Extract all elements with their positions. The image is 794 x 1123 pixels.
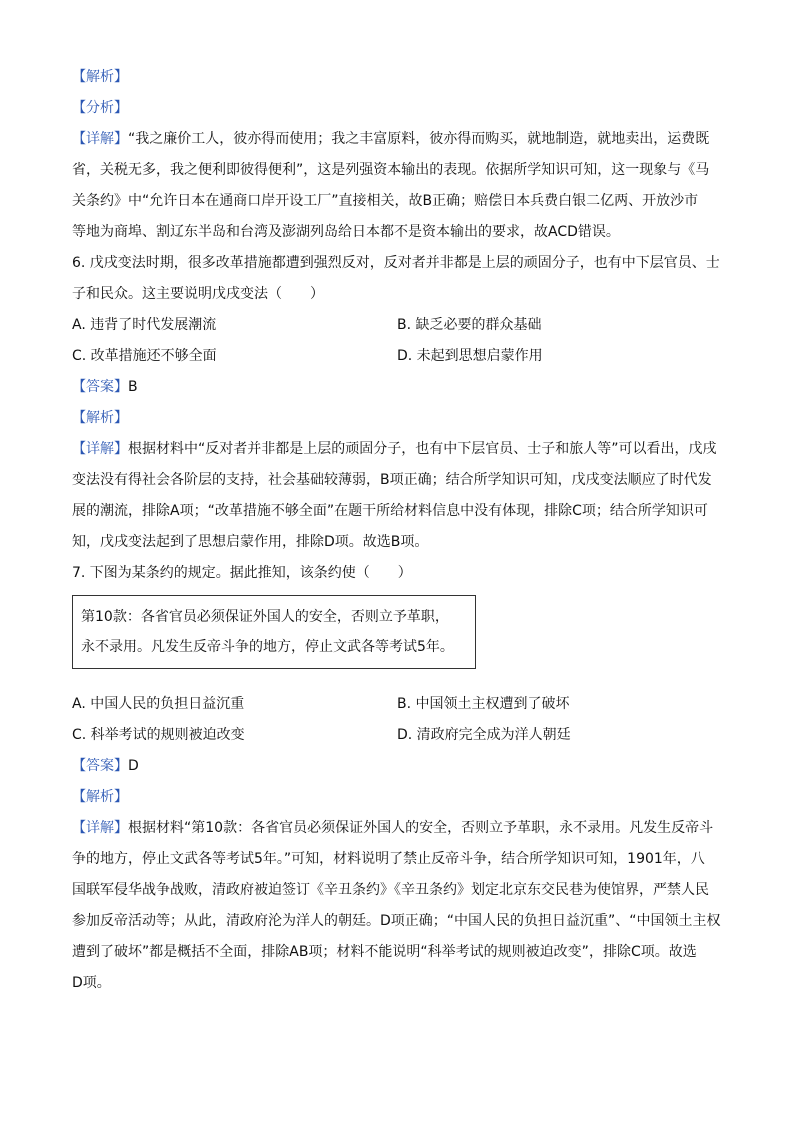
q7-detail-line: 遭到了破坏”都是概括不全面，排除AB项；材料不能说明“科举考试的规则被迫改变”，排除C项。故选 [72,944,697,960]
q7-option-d: D. 清政府完全成为洋人朝廷 [397,727,571,743]
q6-option-d: D. 未起到思想启蒙作用 [397,348,543,364]
q6-detail-line: 变法没有得社会各阶层的支持，社会基础较薄弱，B项正确；结合所学知识可知，戊戌变法顺应了时代发 [72,472,712,488]
q6-option-b: B. 缺乏必要的群众基础 [397,317,542,333]
q7-option-c: C. 科举考试的规则被迫改变 [72,727,245,743]
q7-option-a: A. 中国人民的负担日益沉重 [72,696,245,712]
q6-option-c: C. 改革措施还不够全面 [72,348,217,364]
q7-options-row [72,720,722,751]
q6-stem: 6. 戊戌变法时期，很多改革措施都遭到强烈反对，反对者并非都是上层的顽固分子，也有中下层官员、士 [72,255,720,271]
q5-detail-line: 【详解】“我之廉价工人，彼亦得而使用；我之丰富原料，彼亦得而购买，就地制造，就地卖出，运费既 [72,131,710,147]
q7-box-line: 永不录用。凡发生反帝斗争的地方，停止文武各等考试5年。 [81,639,454,655]
q6-answer: 【答案】B [72,379,138,395]
q5-fenxi-tag: 【分析】 [72,100,128,116]
q5-detail-line: 省，关税无多，我之便利即彼得便利”，这是列强资本输出的表现。依据所学知识可知，这一现象与《马 [72,162,710,178]
q7-answer: 【答案】D [72,758,139,774]
q5-analysis-tag: 【解析】 [72,69,128,85]
q7-box-line: 第10款：各省官员必须保证外国人的安全，否则立予革职， [81,609,449,625]
document-page [72,62,722,999]
q6-options-row [72,341,722,372]
q7-treaty-box [72,595,476,669]
q5-detail-line: 关条约》中“允许日本在通商口岸开设工厂”直接相关，故B正确；赔偿日本兵费白银二亿两、开放沙市 [72,193,699,209]
q7-detail-line: D项。 [72,975,111,991]
q6-stem: 子和民众。这主要说明戊戌变法（ ） [72,286,324,302]
q7-analysis-tag: 【解析】 [72,789,128,805]
q6-detail-line: 展的潮流，排除A项；“改革措施不够全面”在题干所给材料信息中没有体现，排除C项；结合所学知识可 [72,503,708,519]
q6-options-row [72,310,722,341]
q6-analysis-tag: 【解析】 [72,410,128,426]
q5-detail-line: 等地为商埠、割辽东半岛和台湾及澎湖列岛给日本都不是资本输出的要求，故ACD错误。 [72,224,620,240]
q7-option-b: B. 中国领土主权遭到了破坏 [397,696,570,712]
q7-stem: 7. 下图为某条约的规定。据此推知，该条约使（ ） [72,565,412,581]
q7-detail-line: 国联军侵华战争战败，清政府被迫签订《辛丑条约》《辛丑条约》划定北京东交民巷为使馆界，严禁人民 [72,882,709,898]
q6-option-a: A. 违背了时代发展潮流 [72,317,217,333]
q7-detail-line: 参加反帝活动等；从此，清政府沦为洋人的朝廷。D项正确；“中国人民的负担日益沉重”、“中国领土主权 [72,913,721,929]
q7-options-row [72,689,722,720]
q7-detail-line: 【详解】根据材料“第10款：各省官员必须保证外国人的安全，否则立予革职，永不录用。凡发生反帝斗 [72,820,714,836]
q6-detail-line: 知，戊戌变法起到了思想启蒙作用，排除D项。故选B项。 [72,534,429,550]
q6-detail-line: 【详解】根据材料中“反对者并非都是上层的顽固分子，也有中下层官员、士子和旅人等”可以看出，戊戌 [72,441,717,457]
q7-detail-line: 争的地方，停止文武各等考试5年。”可知，材料说明了禁止反帝斗争，结合所学知识可知，1901年，八 [72,851,705,867]
